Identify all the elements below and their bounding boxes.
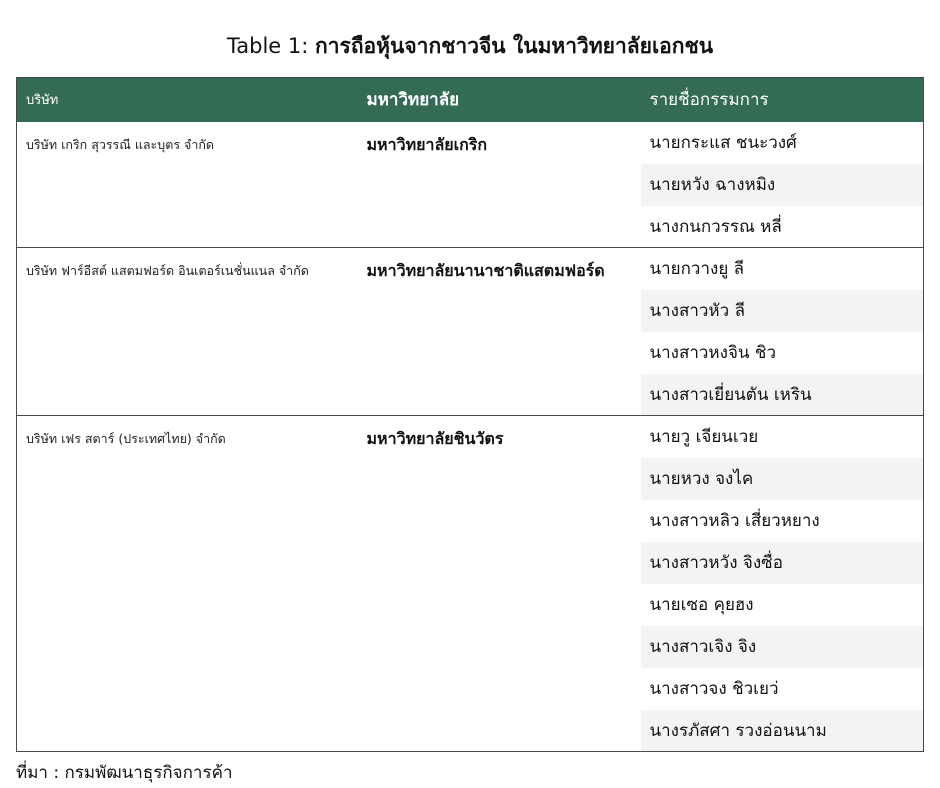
director-cell: นางรภัสศา รวงอ่อนนาม [641,710,924,752]
column-header-company: บริษัท [26,93,59,109]
director-cell: นางสาวหวัง จิงซื่อ [641,542,924,584]
company-cell: บริษัท เกริก สุวรรณี และบุตร จำกัด [17,122,358,248]
university-cell: มหาวิทยาลัยเกริก [358,122,641,248]
director-cell: นายหวัง ฉางหมิง [641,164,924,206]
table-title-prefix: Table 1: [226,34,309,58]
director-cell: นางสาวเยี่ยนตัน เหริน [641,374,924,416]
column-header-university: มหาวิทยาลัย [366,90,460,111]
table-header-row [17,78,924,122]
table-title [0,28,940,64]
director-cell: นางสาวหัว ลี [641,290,924,332]
column-header-directors: รายชื่อกรรมการ [649,90,769,111]
source-note: ที่มา : กรมพัฒนาธุรกิจการค้า [16,763,233,783]
director-cell: นางกนกวรรณ หลี่ [649,216,782,237]
table-title-main: การถือหุ้นจากชาวจีน ในมหาวิทยาลัยเอกชน [315,34,714,58]
director-cell: นางสาวจง ชิวเยว่ [649,679,779,699]
university-cell: มหาวิทยาลัยชินวัตร [358,416,641,752]
table-row [17,122,924,164]
director-cell: นางสาวเจิง จิง [641,626,924,668]
director-cell: นางสาวหลิว เสี่ยวหยาง [649,511,820,531]
director-cell: นายวู เจียนเวย [641,416,924,458]
director-cell: นายกวางยู ลี [641,248,924,290]
shareholding-table [16,77,924,752]
company-cell: บริษัท ฟาร์อีสต์ แสตมฟอร์ด อินเตอร์เนชั่นแนล จำกัด [17,248,358,416]
director-cell: นางสาวหงจิน ชิว [649,343,777,363]
table-body [17,122,924,752]
company-cell: บริษัท เฟร สตาร์ (ประเทศไทย) จำกัด [17,416,358,752]
director-cell: นายกระแส ชนะวงศ์ [649,133,797,153]
table-row [17,416,924,458]
director-cell: นายเซอ คุยฮง [649,595,754,615]
director-cell: นายหวง จงไค [641,458,924,500]
table-row [17,248,924,290]
university-cell: มหาวิทยาลัยนานาชาติแสตมฟอร์ด [358,248,641,416]
